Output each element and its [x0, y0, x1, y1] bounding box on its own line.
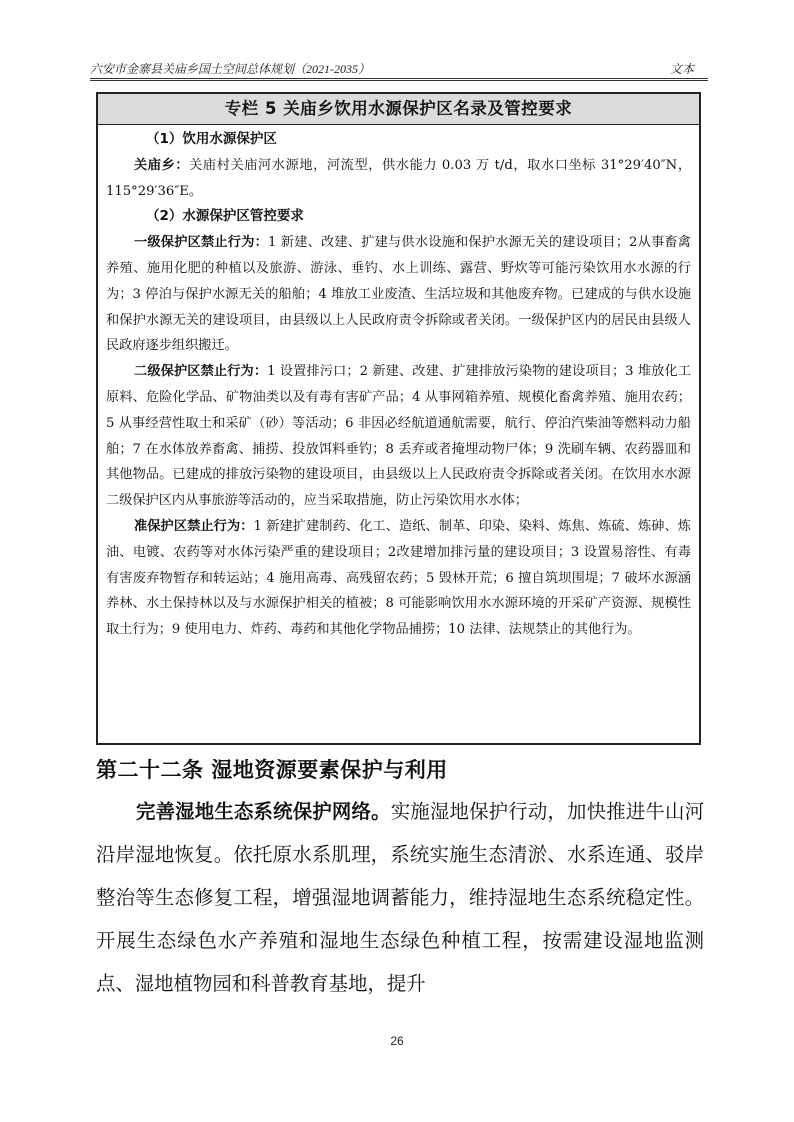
source-text: 关庙村关庙河水源地，河流型，供水能力 0.03 万 t/d，取水口坐标 31°29′40″N，115°29′36″E。	[106, 157, 692, 199]
feature-box	[96, 92, 701, 745]
document-type: 文本	[669, 62, 694, 76]
section1-heading: （1）饮用水源保护区	[146, 131, 277, 147]
quasi-label: 准保护区禁止行为：	[134, 518, 254, 534]
level1-rules	[106, 230, 691, 359]
level1-label: 一级保护区禁止行为：	[134, 235, 269, 251]
running-header	[90, 58, 708, 79]
level2-text: 1 设置排污口；2 新建、改建、扩建排放污染物的建设项目；3 堆放化工原料、危险化学品、矿物油类以及有毒有害矿产品；4 从事网箱养殖、规模化畜禽养殖、施用农药；5 从事经营性取土和采矿（砂）等活动；6 非因必经航道通航需要，航行、停泊汽柴油等燃料动力船舶；7 在水体放养畜禽、捕捞、投放饵料垂钓；8 丢弃或者掩埋动物尸体；9 洗刷车辆、农药器皿和其他物品。已建成的排放污染物的建设项目，由县级以上人民政府责令拆除或者关闭。在饮用水水源二级保护区内从事旅游等活动的，应当采取措施，防止污染饮用水水体；	[106, 364, 691, 509]
quasi-text: 1 新建扩建制药、化工、造纸、制革、印染、染料、炼焦、炼硫、炼砷、炼油、电镀、农药等对水体污染严重的建设项目；2改建增加排污量的建设项目；3 设置易溶性、有毒有害废弃物暂存和转运站；4 施用高毒、高残留农药；5 毁林开荒；6 擅自筑坝围堤；7 破坏水源涵养林、水土保持林以及与水源保护相关的植被；8 可能影响饮用水水源环境的开采矿产资源、规模性取土行为；9 使用电力、炸药、毒药和其他化学物品捕捞；10 法律、法规禁止的其他行为。	[106, 518, 691, 638]
section2-heading: （2）水源保护区管控要求	[146, 208, 304, 225]
source-label: 关庙乡：	[134, 157, 190, 173]
level2-rules	[106, 359, 691, 514]
article-heading: 第二十二条 湿地资源要素保护与利用	[96, 758, 448, 782]
quasi-rules	[106, 514, 691, 643]
box-body	[98, 125, 699, 643]
page-number: 26	[390, 1034, 404, 1048]
header-rule	[90, 80, 708, 81]
water-source-entry	[106, 153, 691, 205]
box-title: 专栏 5 关庙乡饮用水源保护区名录及管控要求	[98, 94, 699, 125]
level1-text: 1 新建、改建、扩建与供水设施和保护水源无关的建设项目；2从事畜禽养殖、施用化肥的种植以及旅游、游泳、垂钓、水上训练、露营、野炊等可能污染饮用水水源的行为；3 停泊与保护水源无关的船舶；4 堆放工业废渣、生活垃圾和其他废弃物。已建成的与供水设施和保护水源无关的建设项目，由县级以上人民政府责令拆除或者关闭。一级保护区内的居民由县级人民政府逐步组织搬迁。	[106, 235, 691, 354]
paragraph-body: 实施湿地保护行动，加快推进牛山河沿岸湿地恢复。依托原水系肌理，系统实施生态清淤、水系连通、驳岸整治等生态修复工程，增强湿地调蓄能力，维持湿地生态系统稳定性。开展生态绿色水产养殖和湿地生态绿色种植工程，按需建设湿地监测点、湿地植物园和科普教育基地，提升	[96, 800, 705, 995]
paragraph-lead: 完善湿地生态系统保护网络。	[136, 800, 391, 823]
document-title: 六安市金寨县关庙乡国土空间总体规划（2021-2035）	[90, 62, 370, 76]
level2-label: 二级保护区禁止行为：	[134, 364, 268, 380]
article-paragraph	[96, 790, 704, 1005]
